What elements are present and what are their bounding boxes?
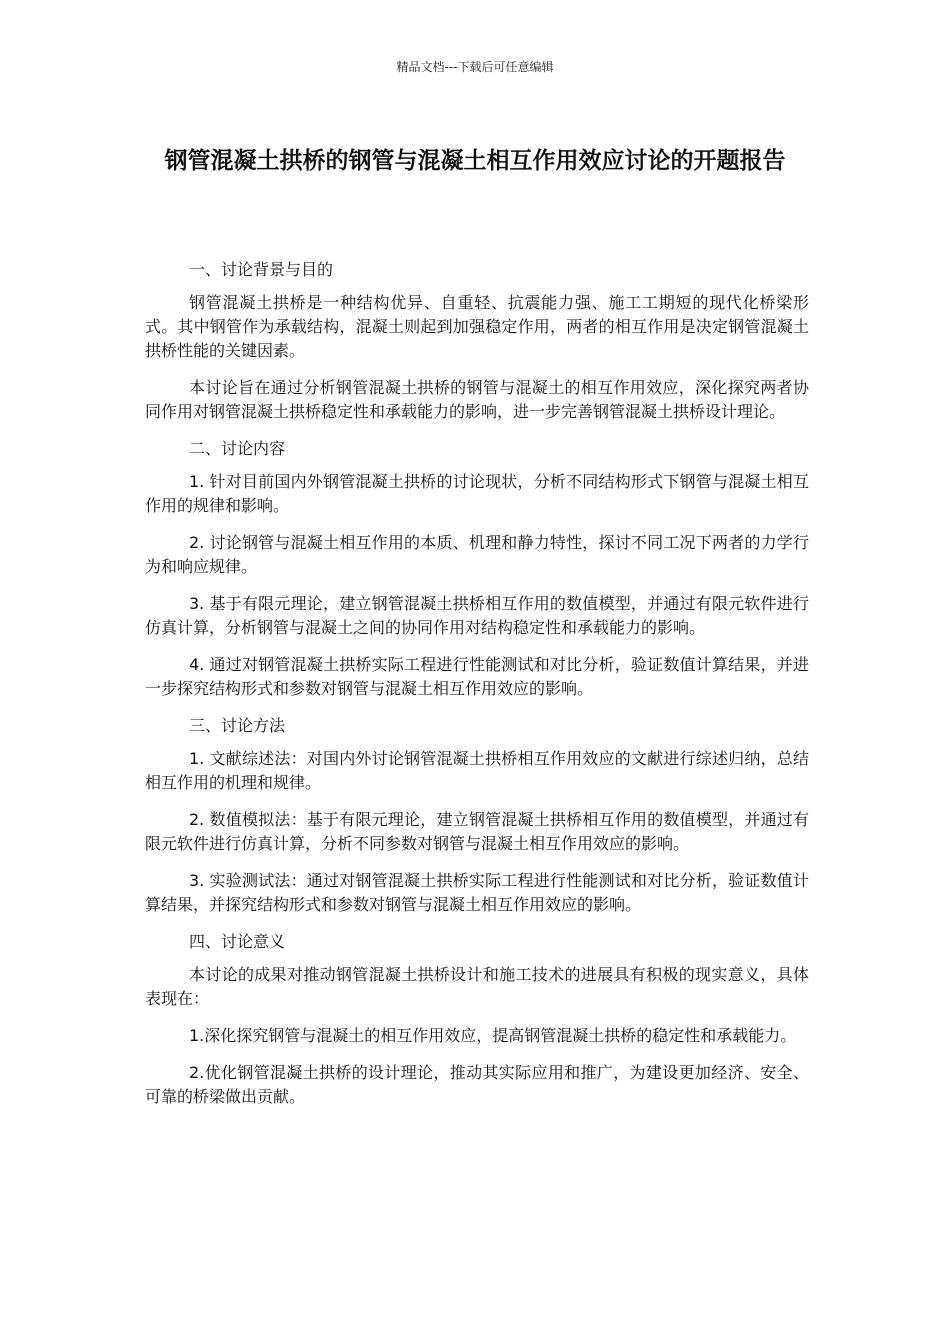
list-item: 2.优化钢管混凝土拱桥的设计理论，推动其实际应用和推广，为建设更加经济、安全、可靠的桥梁做出贡献。 [145,1063,809,1106]
list-item: 3. 基于有限元理论，建立钢管混凝土拱桥相互作用的数值模型，并通过有限元软件进行仿真计算，分析钢管与混凝土之间的协同作用对结构稳定性和承载能力的影响。 [145,594,809,637]
paragraph: 钢管混凝土拱桥是一种结构优异、自重轻、抗震能力强、施工工期短的现代化桥梁形式。其中钢管作为承载结构，混凝土则起到加强稳定作用，两者的相互作用是决定钢管混凝土拱桥性能的关键因素。 [145,293,809,360]
list-item: 1.深化探究钢管与混凝土的相互作用效应，提高钢管混凝土拱桥的稳定性和承载能力。 [189,1026,797,1045]
list-item: 1. 针对目前国内外钢管混凝土拱桥的讨论现状，分析不同结构形式下钢管与混凝土相互作用的规律和影响。 [145,472,809,515]
list-item: 1. 文献综述法：对国内外讨论钢管混凝土拱桥相互作用效应的文献进行综述归纳，总结相互作用的机理和规律。 [145,749,809,792]
list-item: 2. 讨论钢管与混凝土相互作用的本质、机理和静力特性，探讨不同工况下两者的力学行为和响应规律。 [145,533,809,576]
paragraph: 本讨论旨在通过分析钢管混凝土拱桥的钢管与混凝土的相互作用效应，深化探究两者协同作用对钢管混凝土拱桥稳定性和承载能力的影响，进一步完善钢管混凝土拱桥设计理论。 [145,378,809,421]
document-body [145,258,809,1122]
list-item: 2. 数值模拟法：基于有限元理论，建立钢管混凝土拱桥相互作用的数值模型，并通过有限元软件进行仿真计算，分析不同参数对钢管与混凝土相互作用效应的影响。 [145,810,809,853]
list-item: 3. 实验测试法：通过对钢管混凝土拱桥实际工程进行性能测试和对比分析，验证数值计算结果，并探究结构形式和参数对钢管与混凝土相互作用效应的影响。 [145,871,809,914]
section-heading-methods: 三、讨论方法 [189,716,286,735]
header-note: 精品文档---下载后可任意编辑 [396,60,554,74]
section-heading-significance: 四、讨论意义 [189,932,286,951]
list-item: 4. 通过对钢管混凝土拱桥实际工程进行性能测试和对比分析，验证数值计算结果，并进一步探究结构形式和参数对钢管与混凝土相互作用效应的影响。 [145,655,809,698]
section-heading-background: 一、讨论背景与目的 [189,260,334,279]
document-title: 钢管混凝土拱桥的钢管与混凝土相互作用效应讨论的开题报告 [164,148,786,174]
section-heading-content: 二、讨论内容 [189,439,286,458]
paragraph: 本讨论的成果对推动钢管混凝土拱桥设计和施工技术的进展具有积极的现实意义，具体表现在： [145,965,809,1008]
